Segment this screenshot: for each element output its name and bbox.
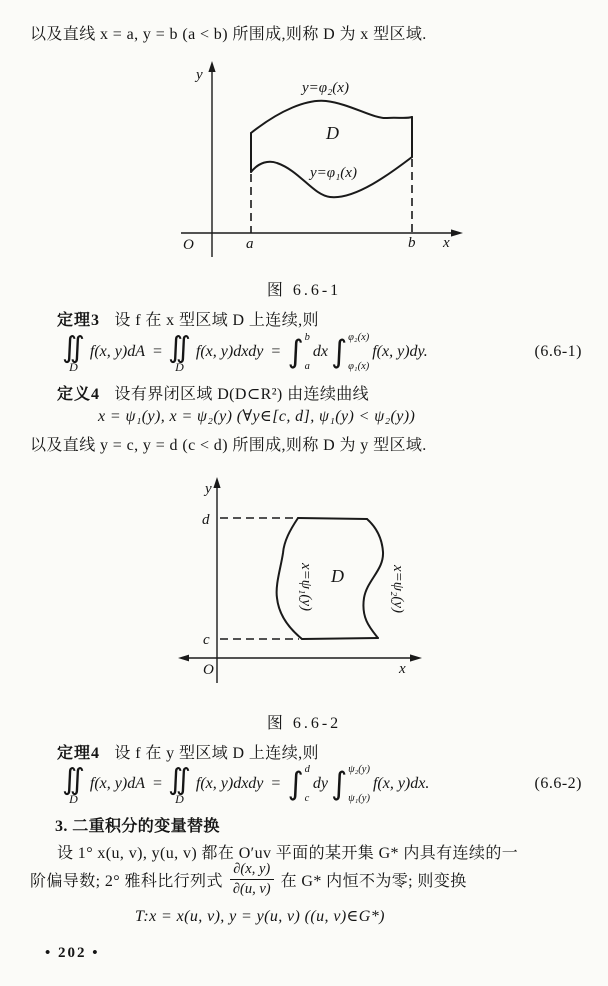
transform-formula: T:x = x(u, v), y = y(u, v) ((u, v)∈G*): [135, 908, 385, 925]
intro-text: 以及直线 x = a, y = b (a < b) 所围成,则称 D 为 x 型区域.: [30, 26, 427, 43]
fig2-x-axis-arrow-icon: [410, 654, 422, 661]
theorem3-head: 定理3: [57, 312, 101, 329]
fig2-y-axis-arrow-icon: [213, 477, 220, 488]
figure-6-6-1: [145, 60, 475, 280]
theorem4-body: 设 f 在 y 型区域 D 上连续,则: [114, 745, 319, 762]
eq2-mid: f(x, y)dxdy: [195, 775, 264, 792]
section3-heading: 3. 二重积分的变量替换: [55, 818, 220, 835]
fig2-left-curve-label: x=ψ₁(y): [298, 563, 314, 611]
eq1-int1-upper: b: [304, 332, 310, 343]
fig1-x-axis-arrow-icon: [451, 229, 463, 236]
fig1-lower-curve-label: y=φ₁(x): [310, 165, 357, 181]
section3-line2: [30, 858, 467, 900]
fig1-upper-curve-label: y=φ₂(x): [302, 80, 349, 96]
equation-6-6-2: [62, 760, 582, 808]
double-integral-icon: ∬ D: [168, 329, 191, 374]
fig1-y-axis-label: y: [196, 67, 203, 83]
fig1-b-label: b: [408, 235, 416, 251]
fig2-bottom-edge: [302, 638, 378, 639]
eq1-number: (6.6-1): [534, 343, 582, 360]
eq2-int1-lower: c: [304, 793, 310, 804]
theorem3: [57, 307, 319, 330]
eq2-lhs: f(x, y)dA: [89, 775, 145, 792]
definition4-lines: 以及直线 y = c, y = d (c < d) 所围成,则称 D 为 y 型区域.: [30, 437, 427, 454]
theorem4-head: 定理4: [57, 745, 101, 762]
fig2-right-curve-label: x=ψ₂(y): [390, 565, 406, 613]
fig2-top-edge: [298, 518, 367, 519]
definition4: [57, 381, 369, 404]
fig1-region-label: D: [326, 123, 339, 143]
equals-sign: =: [152, 775, 162, 792]
definition4-body: 设有界闭区域 D(D⊂R²) 由连续曲线: [114, 386, 370, 403]
eq2-number: (6.6-2): [534, 775, 582, 792]
equals-sign: =: [152, 343, 162, 360]
fig1-y-axis-arrow-icon: [208, 61, 215, 72]
fig2-region-label: D: [331, 566, 344, 586]
section3-line2-post: 在 G* 内恒不为零; 则变换: [280, 872, 467, 890]
eq2-int2-lower: ψ₁(y): [348, 793, 370, 804]
fig1-origin-label: O: [183, 237, 194, 253]
integral-psi1-psi2: ∫ ψ₂(y) ψ₁(y): [330, 764, 370, 804]
eq2-dy: dy: [312, 775, 328, 792]
figure-6-6-2: [165, 477, 435, 689]
equals-sign: =: [271, 775, 281, 792]
eq2-rhs: f(x, y)dx.: [372, 775, 430, 792]
fig2-d-label: d: [202, 512, 210, 528]
section3-line2-pre: 阶偏导数; 2° 雅科比行列式: [30, 872, 223, 890]
double-integral-icon: ∬ D: [62, 329, 85, 374]
integral-c-d: ∫ d c: [287, 764, 310, 804]
fig1-caption: 图 6.6-1: [266, 282, 342, 299]
fig1-x-axis-label: x: [443, 235, 450, 251]
integral-phi1-phi2: ∫ φ₂(x) φ₁(x): [330, 332, 370, 372]
eq1-lhs: f(x, y)dA: [89, 343, 145, 360]
eq1-rhs: f(x, y)dy.: [372, 343, 428, 360]
eq1-int2-upper: φ₂(x): [348, 332, 370, 343]
integral-a-b: ∫ b a: [287, 332, 310, 372]
jacobian-numerator: ∂(x, y): [233, 860, 271, 877]
definition4-head: 定义4: [57, 386, 101, 403]
page-number: • 202 •: [45, 945, 100, 961]
eq1-int2-lower: φ₁(x): [348, 361, 370, 372]
section3-line1: 设 1° x(u, v), y(u, v) 都在 O′uv 平面的某开集 G* 内具有连续的一: [57, 845, 519, 862]
eq1-int1-lower: a: [304, 361, 310, 372]
double-integral-icon: ∬ D: [62, 761, 85, 806]
equals-sign: =: [271, 343, 281, 360]
fig2-x-axis-label: x: [399, 661, 406, 677]
eq1-mid: f(x, y)dxdy: [195, 343, 264, 360]
theorem3-body: 设 f 在 x 型区域 D 上连续,则: [114, 312, 319, 329]
fig2-x-axis-left-arrow-icon: [178, 655, 189, 662]
fig2-right-curve: [363, 519, 383, 638]
fig2-origin-label: O: [203, 662, 214, 678]
double-integral-icon: ∬ D: [168, 761, 191, 806]
definition4-curves: x = ψ₁(y), x = ψ₂(y) (∀y∈[c, d], ψ₁(y) < ψ₂(y)): [98, 408, 416, 425]
eq2-int1-upper: d: [304, 764, 310, 775]
eq2-int2-upper: ψ₂(y): [348, 764, 370, 775]
eq1-dx: dx: [312, 343, 328, 360]
fig2-y-axis-label: y: [205, 481, 212, 497]
jacobian-denominator: ∂(u, v): [230, 879, 274, 898]
jacobian-fraction: [230, 861, 274, 898]
fig1-a-label: a: [246, 236, 254, 252]
fig2-caption: 图 6.6-2: [266, 715, 342, 732]
equation-6-6-1: [62, 328, 582, 376]
fig2-c-label: c: [203, 632, 210, 648]
